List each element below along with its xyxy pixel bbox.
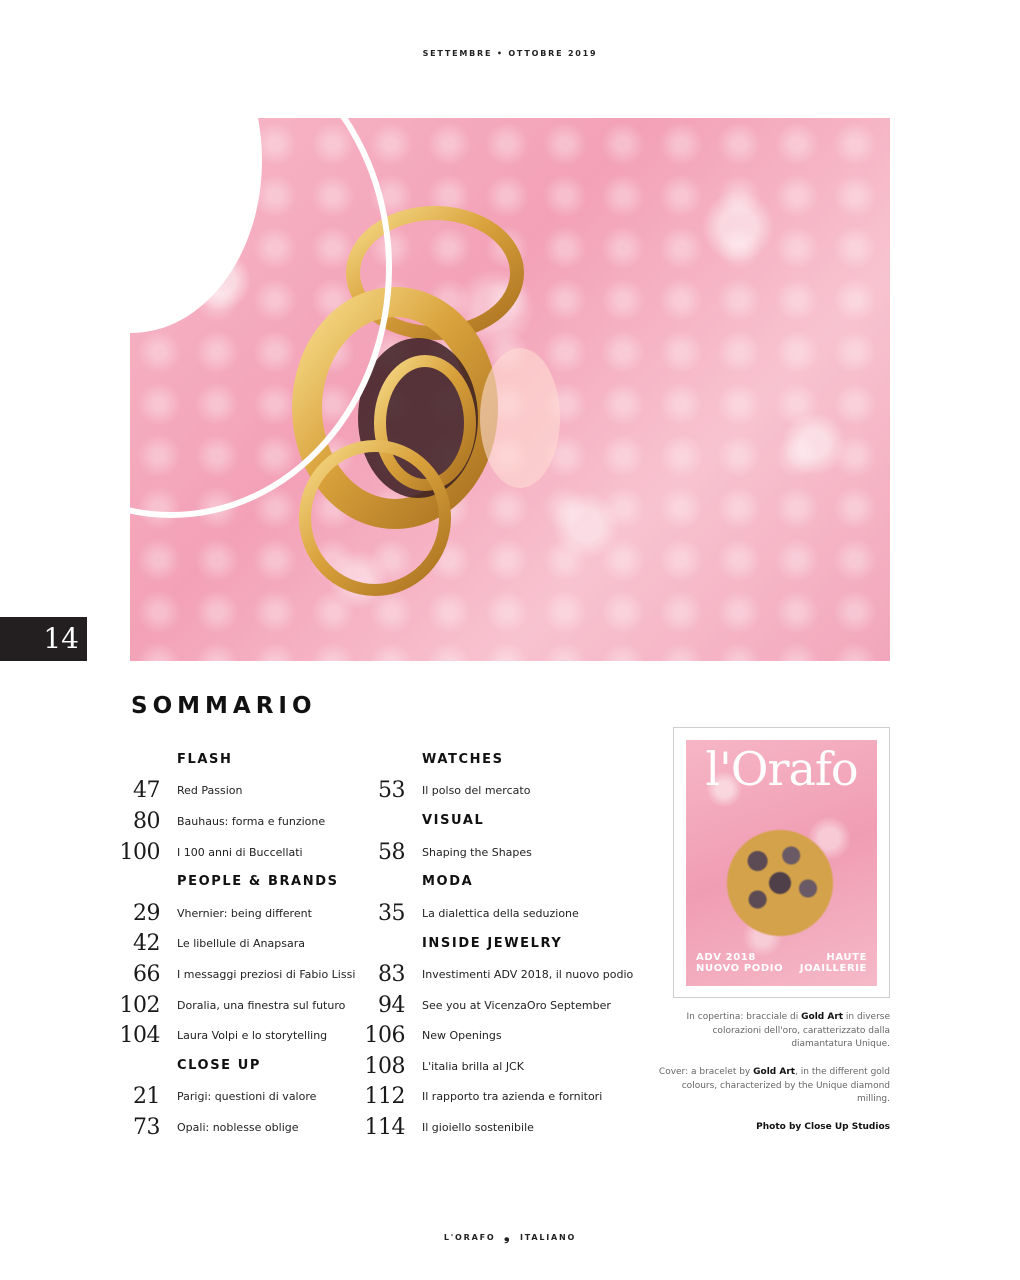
toc-entry-title: Il rapporto tra azienda e fornitori [422,1090,603,1104]
hero-image [130,118,890,661]
toc-entry-title: Vhernier: being different [177,906,312,920]
footer-left: L'ORAFO [443,1233,496,1242]
toc-section-heading: MODA [422,874,474,890]
toc-entry-title: Red Passion [177,784,243,798]
toc-entry-title: Opali: noblesse oblige [177,1120,299,1134]
toc-section-heading: WATCHES [422,752,504,767]
toc-entry-title: See you at VicenzaOro September [422,998,611,1012]
toc-section-heading: FLASH [177,752,233,767]
toc-section-heading: VISUAL [422,813,485,829]
cover-left-line1: ADV 2018 [696,952,756,963]
toc-column-left [100,745,370,1143]
footer-masthead [0,1228,1020,1244]
photo-credit: Photo by Close Up Studios [756,1122,890,1132]
toc-page-number: 83 [378,961,405,987]
toc-section-heading: PEOPLE & BRANDS [177,874,339,890]
cover-right-line1: HAUTE [826,952,867,963]
toc-entry[interactable] [345,990,645,1021]
toc-entry-title: Il polso del mercato [422,784,531,798]
toc-entry-title: Laura Volpi e lo storytelling [177,1029,328,1043]
toc-entry[interactable] [100,898,370,929]
cover-caption-english: Cover: a bracelet by Gold Art, in the different gold colours, characterized by the Unique diamond milling. [658,1067,890,1104]
toc-entry[interactable] [100,1082,370,1113]
toc-entry[interactable] [345,837,645,868]
toc-entry[interactable] [100,990,370,1021]
toc-entry-title: La dialettica della seduzione [422,906,579,920]
toc-entry[interactable] [100,776,370,807]
toc-entry[interactable] [345,1051,645,1082]
comma-logo-icon: ❟ [504,1228,512,1244]
toc-page-number: 58 [378,839,405,865]
toc-entry[interactable] [100,837,370,868]
cover-left-line2: NUOVO PODIO [696,963,784,974]
toc-entry-title: Parigi: questioni di valore [177,1090,317,1104]
toc-entry-title: I 100 anni di Buccellati [177,845,303,859]
toc-entry[interactable] [100,1020,370,1051]
toc-entry[interactable] [345,959,645,990]
toc-entry-title: New Openings [422,1029,502,1043]
toc-entry[interactable] [100,1112,370,1143]
footer-right: ITALIANO [519,1233,577,1242]
toc-entry-title: Le libellule di Anapsara [177,937,305,951]
cover-headline-right [800,952,867,974]
cover-image [686,740,877,986]
issue-date: SETTEMBRE • OTTOBRE 2019 [422,49,598,58]
toc-page-number: 80 [133,808,160,834]
toc-page-number: 94 [378,992,405,1018]
bracelet-illustration [724,828,836,938]
cover-thumbnail [673,727,890,998]
cover-caption-italian: In copertina: bracciale di Gold Art in diverse colorazioni dell'oro, caratterizzato dalla diamantatura Unique. [686,1012,890,1049]
toc-page-number: 102 [119,992,160,1018]
toc-entry[interactable] [345,1112,645,1143]
toc-entry[interactable] [345,1082,645,1113]
toc-page-number: 73 [133,1114,160,1140]
toc-entry[interactable] [100,929,370,960]
toc-page-number: 104 [119,1023,160,1049]
toc-page-number: 42 [133,931,160,957]
toc-entry-title: Doralia, una finestra sul futuro [177,998,346,1012]
toc-entry-title: I messaggi preziosi di Fabio Lissi [177,967,356,981]
toc-page-number: 35 [378,900,405,926]
toc-page-number: 66 [133,961,160,987]
toc-page-number: 53 [378,778,405,804]
toc-page-number: 114 [364,1114,405,1140]
toc-entry-title: Il gioiello sostenibile [422,1120,534,1134]
toc-entry[interactable] [345,1020,645,1051]
toc-page-number: 100 [119,839,160,865]
page-number: 14 [0,617,87,661]
toc-page-number: 112 [364,1084,405,1110]
toc-section-heading: CLOSE UP [177,1057,262,1073]
toc-entry[interactable] [100,806,370,837]
toc-entry[interactable] [345,776,645,807]
toc-entry[interactable] [100,959,370,990]
toc-page-number: 106 [364,1023,405,1049]
toc-entry-title: L'italia brilla al JCK [422,1059,524,1073]
toc-page-number: 29 [133,900,160,926]
toc-title: SOMMARIO [131,693,317,719]
toc-column-right [345,745,645,1143]
toc-entry-title: Investimenti ADV 2018, il nuovo podio [422,967,634,981]
toc-entry-title: Shaping the Shapes [422,845,532,859]
cover-right-line2: JOAILLERIE [799,963,867,974]
cover-logo: l'Orafo [705,742,858,796]
cover-headline-left [696,952,783,974]
toc-entry-title: Bauhaus: forma e funzione [177,814,326,828]
toc-section-heading: INSIDE JEWELRY [422,935,563,951]
toc-page-number: 47 [133,778,160,804]
toc-entry[interactable] [345,898,645,929]
toc-page-number: 108 [364,1053,405,1079]
toc-page-number: 21 [133,1084,160,1110]
